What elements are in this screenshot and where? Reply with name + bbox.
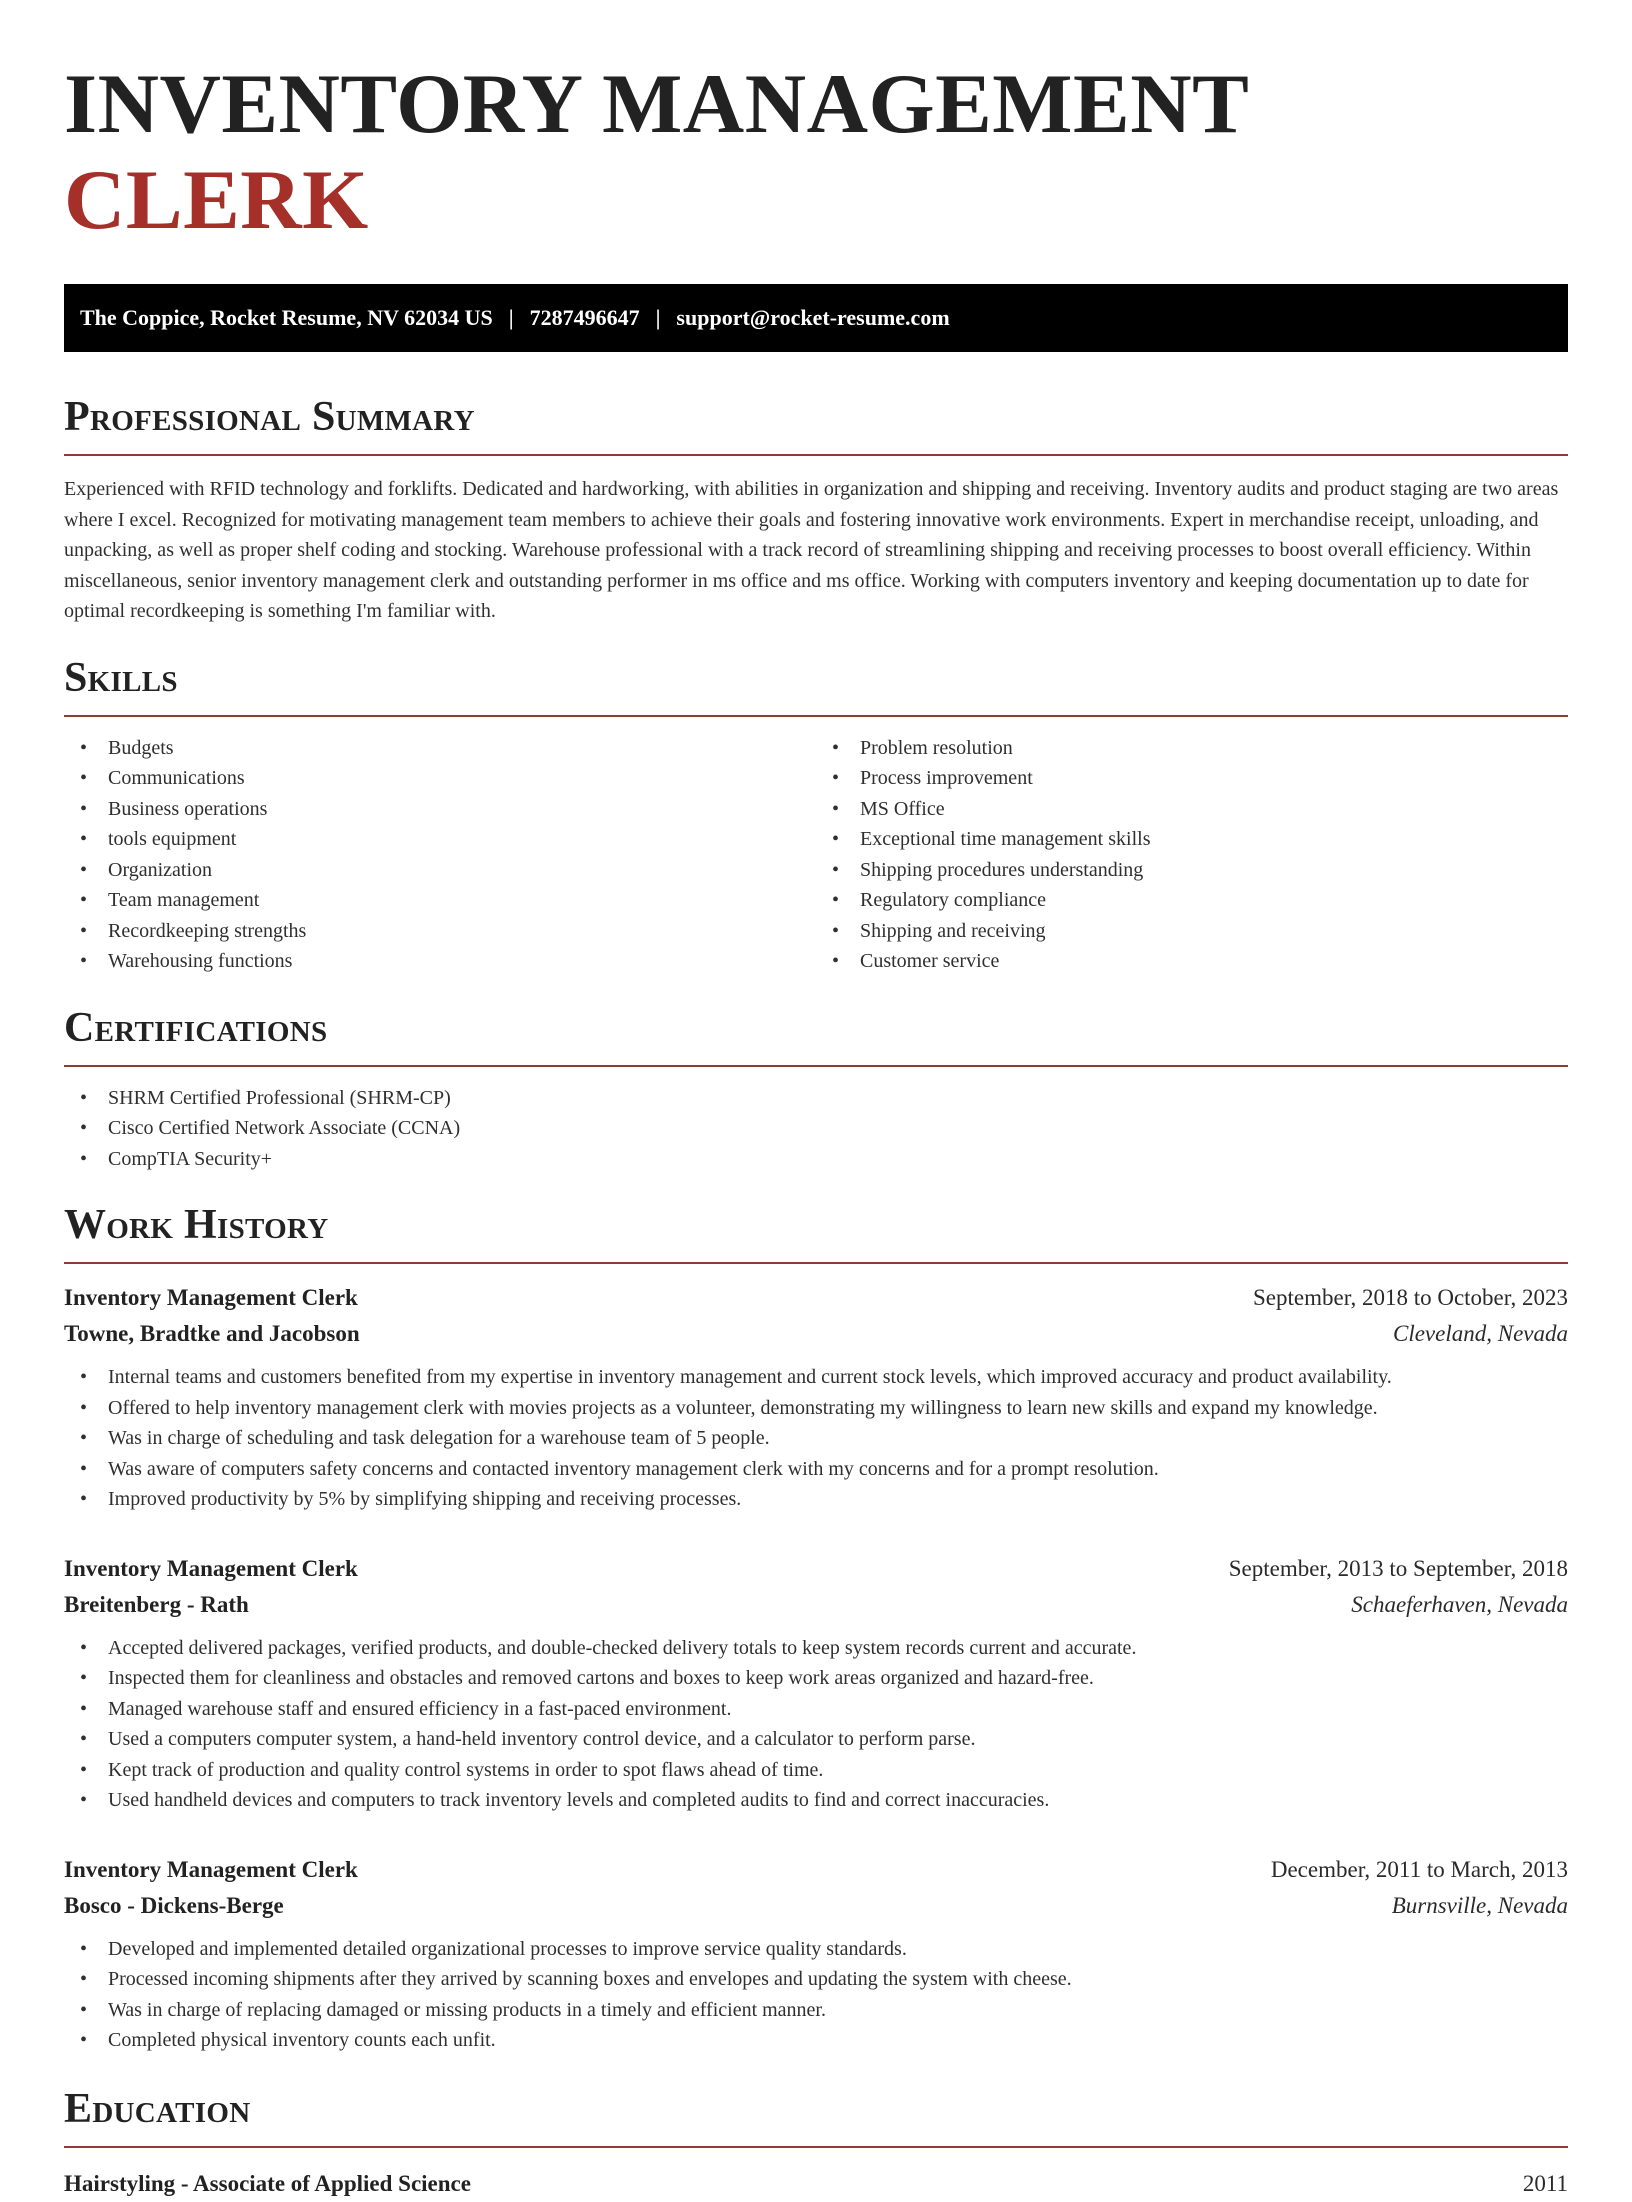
skill-item: • Process improvement (816, 763, 1568, 794)
job-location: Burnsville, Nevada (1391, 1892, 1568, 1918)
job-bullet: • Processed incoming shipments after they arrived by scanning boxes and envelopes and updating the system with cheese. (64, 1964, 1568, 1995)
work-history-section (64, 1200, 1568, 2056)
contact-separator: | (508, 305, 514, 330)
work-history-heading: Work History (64, 1202, 329, 1248)
job-entry (64, 1551, 1568, 1816)
job-company-row (64, 1587, 1568, 1623)
jobs-list (64, 1280, 1568, 2056)
skill-item: • Exceptional time management skills (816, 824, 1568, 855)
education-heading: Education (64, 2085, 251, 2132)
job-title: Inventory Management Clerk (64, 1285, 358, 1310)
contact-phone: 7287496647 (529, 305, 640, 330)
job-bullet: • Inspected them for cleanliness and obstacles and removed cartons and boxes to keep work areas organized and hazard-free. (64, 1663, 1568, 1694)
job-company-row (64, 1316, 1568, 1352)
section-divider (64, 454, 1568, 456)
section-divider (64, 2146, 1568, 2148)
skills-heading: Skills (64, 654, 178, 701)
name-first-part: INVENTORY MANAGEMENT (64, 57, 1248, 151)
summary-text: Experienced with RFID technology and forklifts. Dedicated and hardworking, with abilities in organization and shipping and receiving. Inventory audits and product staging are two areas where I excel. Recognized for motivating management team members to achieve their goals and fostering innovative work environments. Expert in merchandise receipt, unloading, and unpacking, as well as proper shelf coding and stocking. Warehouse professional with a track record of streamlining shipping and receiving processes to boost overall efficiency. Within miscellaneous, senior inventory management clerk and outstanding performer in ms office and ms office. Working with computers inventory and keeping documentation up to date for optimal recordkeeping is something I'm familiar with. (64, 478, 1559, 622)
skill-item: • Regulatory compliance (816, 885, 1568, 916)
skill-item: • Recordkeeping strengths (64, 916, 816, 947)
skills-list-right (816, 733, 1568, 977)
skills-list-left (64, 733, 816, 977)
skill-item: • Shipping and receiving (816, 916, 1568, 947)
certifications-section (64, 1003, 1568, 1175)
job-entry (64, 1280, 1568, 1515)
job-location: Cleveland, Nevada (1392, 1321, 1568, 1346)
job-bullet: • Managed warehouse staff and ensured efficiency in a fast-paced environment. (64, 1694, 1568, 1725)
section-divider (64, 715, 1568, 717)
job-bullet-list (64, 1633, 1568, 1816)
job-bullet: • Was in charge of replacing damaged or missing products in a timely and efficient manner. (64, 1995, 1568, 2026)
job-bullet: • Used a computers computer system, a hand-held inventory control device, and a calculator to perform parse. (64, 1724, 1568, 1755)
job-company: Towne, Bradtke and Jacobson (64, 1321, 360, 1346)
section-divider (64, 1262, 1568, 1264)
job-title: Inventory Management Clerk (64, 1555, 358, 1581)
skill-item: • Customer service (816, 946, 1568, 977)
summary-heading: Professional Summary (64, 394, 475, 440)
job-bullet: • Kept track of production and quality control systems in order to spot flaws ahead of time. (64, 1755, 1568, 1786)
job-header-row (64, 1852, 1568, 1888)
contact-bar (64, 284, 1568, 352)
skill-item: • Shipping procedures understanding (816, 855, 1568, 886)
contact-separator: | (655, 305, 661, 330)
job-bullet: • Developed and implemented detailed organizational processes to improve service quality standards. (64, 1934, 1568, 1965)
education-section (64, 2084, 1568, 2202)
section-divider (64, 1065, 1568, 1067)
job-company: Breitenberg - Rath (64, 1591, 249, 1617)
job-bullet: • Internal teams and customers benefited from my expertise in inventory management and current stock levels, which improved accuracy and product availability. (64, 1362, 1568, 1393)
name-last-part: CLERK (64, 153, 369, 247)
skill-item: • Problem resolution (816, 733, 1568, 764)
skill-item: • Organization (64, 855, 816, 886)
certification-item: • Cisco Certified Network Associate (CCNA) (64, 1113, 1568, 1144)
job-dates: December, 2011 to March, 2013 (1270, 1856, 1568, 1882)
job-header-row (64, 1280, 1568, 1316)
skill-item: • MS Office (816, 794, 1568, 825)
skill-item: • Communications (64, 763, 816, 794)
job-location: Schaeferhaven, Nevada (1351, 1591, 1568, 1617)
job-dates: September, 2018 to October, 2023 (1253, 1285, 1568, 1310)
job-bullet: • Was in charge of scheduling and task delegation for a warehouse team of 5 people. (64, 1423, 1568, 1454)
education-year: 2011 (1522, 2170, 1568, 2196)
job-bullet: • Improved productivity by 5% by simplifying shipping and receiving processes. (64, 1484, 1568, 1515)
education-degree: Hairstyling - Associate of Applied Science (64, 2170, 471, 2196)
job-header-row (64, 1551, 1568, 1587)
education-entry (64, 2166, 1568, 2202)
summary-section (64, 392, 1568, 627)
contact-email: support@rocket-resume.com (676, 305, 950, 330)
job-company-row (64, 1888, 1568, 1924)
skill-item: • Team management (64, 885, 816, 916)
skill-item: • tools equipment (64, 824, 816, 855)
job-company: Bosco - Dickens-Berge (64, 1892, 284, 1918)
skill-item: • Warehousing functions (64, 946, 816, 977)
job-dates: September, 2013 to September, 2018 (1228, 1555, 1568, 1581)
job-title: Inventory Management Clerk (64, 1856, 358, 1882)
skill-item: • Budgets (64, 733, 816, 764)
job-bullet: • Offered to help inventory management clerk with movies projects as a volunteer, demonstrating my willingness to learn new skills and expand my knowledge. (64, 1393, 1568, 1424)
job-bullet: • Used handheld devices and computers to track inventory levels and completed audits to find and correct inaccuracies. (64, 1785, 1568, 1816)
certifications-list (64, 1083, 1568, 1175)
job-bullet-list (64, 1934, 1568, 2056)
certification-item: • CompTIA Security+ (64, 1144, 1568, 1175)
skill-item: • Business operations (64, 794, 816, 825)
job-entry (64, 1852, 1568, 2056)
resume-name (64, 0, 1568, 248)
skills-columns (64, 733, 1568, 977)
job-bullet: • Completed physical inventory counts each unfit. (64, 2025, 1568, 2056)
contact-address: The Coppice, Rocket Resume, NV 62034 US (80, 305, 493, 330)
certification-item: • SHRM Certified Professional (SHRM-CP) (64, 1083, 1568, 1114)
job-bullet-list (64, 1362, 1568, 1515)
job-bullet: • Accepted delivered packages, verified products, and double-checked delivery totals to keep system records current and accurate. (64, 1633, 1568, 1664)
certifications-heading: Certifications (64, 1004, 328, 1051)
skills-section (64, 653, 1568, 977)
job-bullet: • Was aware of computers safety concerns and contacted inventory management clerk with my concerns and for a prompt resolution. (64, 1454, 1568, 1485)
